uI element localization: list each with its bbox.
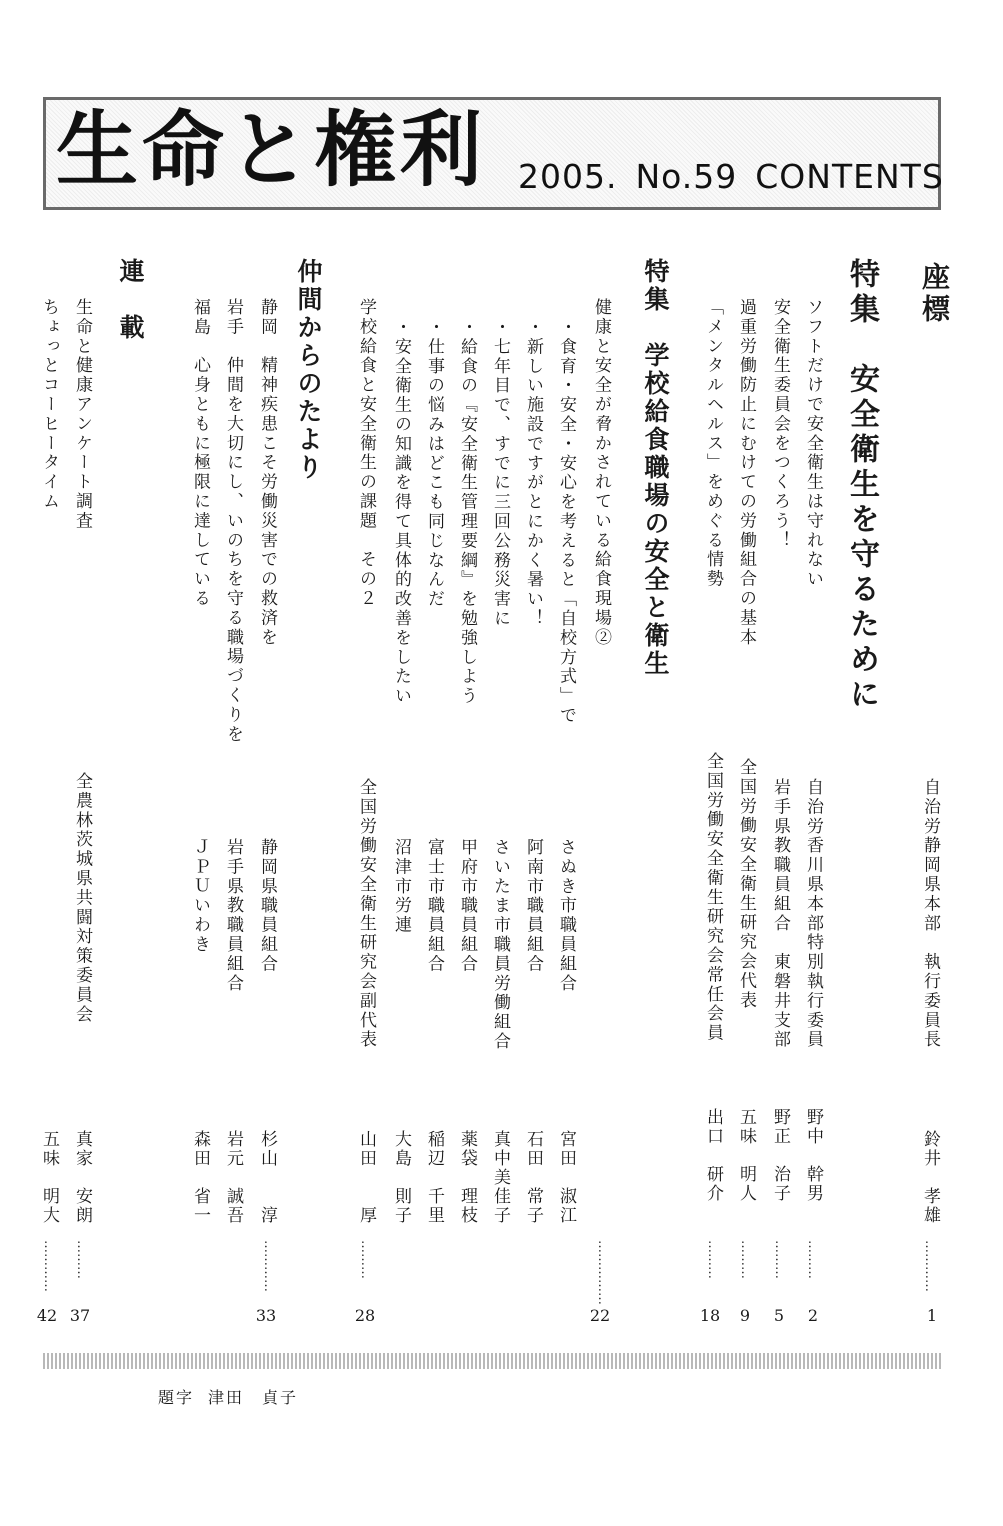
rensai-item-1-title: 生命と健康アンケート調査 — [72, 298, 92, 531]
section-zahyo: 座標 — [918, 262, 951, 326]
rensai-heading: 連 載 — [116, 258, 145, 342]
contents-label: CONTENTS — [755, 157, 944, 196]
feature1-item-1-title: ソフトだけで安全衛生は守れない — [803, 298, 823, 589]
feature2-item-7-title: 学校給食と安全衛生の課題 その２ — [356, 298, 376, 609]
feature2-item-6-title: ・安全衛生の知識を得て具体的改善をしたい — [391, 318, 411, 706]
rensai-item-1-author: 真家 安朗 — [72, 1130, 92, 1225]
feature1-item-1-page: 2 — [807, 1306, 819, 1325]
zahyo-author: 鈴井 孝雄 — [920, 1130, 940, 1225]
rensai-item-2-dots: ………… — [41, 1240, 56, 1292]
feature1-item-2-author: 野正 治子 — [770, 1108, 790, 1203]
feature2-item-5-author: 稲辺 千里 — [424, 1130, 444, 1225]
feature2-intro: 健康と安全が脅かされている給食現場② — [591, 298, 611, 648]
rensai-item-2-title: ちょっとコーヒータイム — [39, 298, 59, 512]
feature2-heading: 特集 学校給食職場の安全と衛生 — [641, 258, 670, 678]
feature1-item-1-author: 野中 幹男 — [803, 1108, 823, 1203]
feature1-item-4-dots: ……… — [705, 1240, 720, 1279]
rensai-item-2-page: 42 — [36, 1306, 58, 1325]
nakama-dots: ………… — [261, 1240, 276, 1292]
feature2-item-1-title: ・食育・安全・安心を考えると「自校方式」で — [556, 318, 576, 726]
feature1-item-3-org: 全国労働安全衛生研究会代表 — [736, 758, 756, 1011]
credit-name: 津田 貞子 — [208, 1388, 299, 1407]
nakama-item-3-org: ＪＰＵいわき — [190, 838, 210, 955]
feature2-item-2-author: 石田 常子 — [523, 1130, 543, 1225]
zahyo-page: 1 — [926, 1306, 938, 1325]
feature1-item-1-dots: ……… — [805, 1240, 820, 1279]
feature2-item-7-page: 28 — [354, 1306, 376, 1325]
nakama-item-2-title: 岩手 仲間を大切にし、いのちを守る職場づくりを — [223, 298, 243, 745]
feature2-item-5-title: ・仕事の悩みはどこも同じなんだ — [424, 318, 444, 609]
title-credit — [158, 1385, 312, 1408]
nakama-item-3-title: 福島 心身ともに極限に達している — [190, 298, 210, 609]
feature1-item-1-org: 自治労香川県本部特別執行委員 — [803, 778, 823, 1050]
nakama-item-2-author: 岩元 誠吾 — [223, 1130, 243, 1225]
feature2-item-6-author: 大島 則子 — [391, 1130, 411, 1225]
feature1-heading: 特集 安全衛生を守るために — [844, 258, 879, 713]
feature2-item-3-title: ・七年目で、すでに三回公務災害に — [490, 318, 510, 629]
zahyo-org: 自治労静岡県本部 執行委員長 — [920, 778, 940, 1050]
nakama-item-1-title: 静岡 精神疾患こそ労働災害での救済を — [257, 298, 277, 648]
feature2-item-6-org: 沼津市労連 — [391, 838, 411, 935]
issue-line — [518, 157, 944, 196]
credit-label: 題字 — [158, 1388, 195, 1407]
feature2-item-4-author: 薬袋 理枝 — [457, 1130, 477, 1225]
feature2-item-7-dots: ……… — [358, 1240, 373, 1279]
feature1-item-4-title: 「メンタルヘルス」をめぐる情勢 — [703, 298, 723, 589]
nakama-page: 33 — [255, 1306, 277, 1325]
magazine-logo: 生命と権利 — [56, 103, 487, 198]
feature2-page: 22 — [589, 1306, 611, 1325]
feature2-item-7-org: 全国労働安全衛生研究会副代表 — [356, 778, 376, 1050]
feature2-item-1-author: 宮田 淑江 — [556, 1130, 576, 1225]
feature1-item-3-title: 過重労働防止にむけての労働組合の基本 — [736, 298, 756, 648]
zahyo-dots: ………… — [922, 1240, 937, 1292]
rensai-item-1-dots: ……… — [74, 1240, 89, 1279]
issue-number: No.59 — [635, 157, 738, 196]
nakama-heading: 仲間からのたより — [294, 258, 323, 482]
feature1-item-2-org: 岩手県教職員組合 東磐井支部 — [770, 778, 790, 1050]
nakama-item-1-org: 静岡県職員組合 — [257, 838, 277, 974]
feature2-item-3-org: さいたま市職員労働組合 — [490, 838, 510, 1052]
issue-year: 2005. — [518, 157, 618, 196]
feature1-item-2-page: 5 — [773, 1306, 785, 1325]
feature1-item-4-org: 全国労働安全衛生研究会常任会員 — [703, 752, 723, 1043]
feature2-item-5-org: 富士市職員組合 — [424, 838, 444, 974]
feature2-item-2-title: ・新しい施設ですがとにかく暑い！ — [523, 318, 543, 629]
footer-rule — [43, 1353, 941, 1369]
feature1-item-3-dots: ……… — [738, 1240, 753, 1279]
nakama-item-3-author: 森田 省一 — [190, 1130, 210, 1225]
feature1-item-3-page: 9 — [739, 1306, 751, 1325]
rensai-item-2-author: 五味 明大 — [39, 1130, 59, 1225]
feature2-item-1-org: さぬき市職員組合 — [556, 838, 576, 994]
nakama-item-2-org: 岩手県教職員組合 — [223, 838, 243, 994]
nakama-item-1-author: 杉山 淳 — [257, 1130, 277, 1225]
feature1-item-4-author: 出口 研介 — [703, 1108, 723, 1203]
feature2-item-4-title: ・給食の『安全衛生管理要綱』を勉強しよう — [457, 318, 477, 706]
rensai-item-1-org: 全農林茨城県共闘対策委員会 — [72, 772, 92, 1025]
feature2-dots: …………… — [595, 1240, 610, 1305]
feature1-item-3-author: 五味 明人 — [736, 1108, 756, 1203]
feature1-item-2-dots: ……… — [772, 1240, 787, 1279]
feature1-item-2-title: 安全衛生委員会をつくろう！ — [770, 298, 790, 551]
feature2-item-7-author: 山田 厚 — [356, 1130, 376, 1225]
rensai-item-1-page: 37 — [69, 1306, 91, 1325]
feature2-item-2-org: 阿南市職員組合 — [523, 838, 543, 974]
feature1-item-4-page: 18 — [699, 1306, 721, 1325]
feature2-item-4-org: 甲府市職員組合 — [457, 838, 477, 974]
feature2-item-3-author: 真中美佳子 — [490, 1130, 510, 1225]
